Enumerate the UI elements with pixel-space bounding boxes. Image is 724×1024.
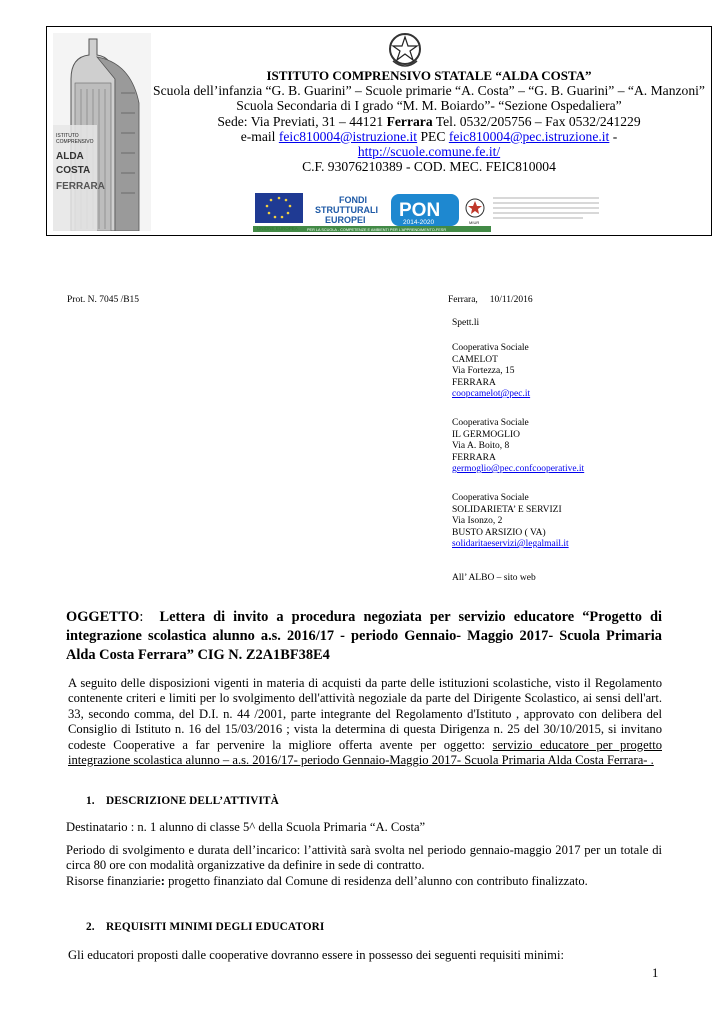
date: 10/11/2016 (489, 295, 533, 305)
recipient-city: BUSTO ARSIZIO ( VA) (452, 527, 546, 538)
protocol-number: Prot. N. 7045 /B15 (67, 295, 140, 305)
logo-text-5: FERRARA (56, 181, 105, 192)
city: Ferrara, (448, 295, 478, 305)
fondi-line-3: EUROPEI (325, 215, 366, 225)
logo-text-3: ALDA (56, 151, 84, 162)
recipient-type: Cooperativa Sociale (452, 418, 529, 429)
subject-text: Lettera di invito a procedura negoziata per servizio educatore “Progetto di integrazione scolastica alunno a.s. 2016/17 - periodo Gennaio- Maggio 2017- Scuola Primaria Alda Costa Ferrara” CIG N. Z2A1BF38E4 (66, 609, 662, 663)
school-types-line: Scuola dell’infanzia “G. B. Guarini” – Scuole primarie “A. Costa” – “G. B. Guarini” – “A. Manzoni” (153, 83, 705, 99)
school-building-logo (53, 33, 151, 231)
logo-text-1: ISTITUTO (56, 133, 79, 139)
risorse-text: progetto finanziato dal Comune di residenza dell’alunno con contributo finalizzato. (164, 874, 588, 888)
school-name: ISTITUTO COMPRENSIVO STATALE “ALDA COSTA” (266, 68, 592, 83)
albo-line: All’ ALBO – sito web (452, 572, 536, 583)
section-1-title (86, 795, 279, 807)
section-1-heading: DESCRIZIONE DELL’ATTIVITÀ (106, 795, 279, 807)
recipient-name: CAMELOT (452, 354, 498, 365)
recipient-name: IL GERMOGLIO (452, 429, 520, 440)
pon-years: 2014-2020 (403, 219, 435, 226)
place-date (448, 295, 533, 305)
pon-label: PON (399, 200, 441, 221)
intro-underlined: servizio educatore per progetto integrazione scolastica alunno – a.s. 2016/17- periodo Gennaio-Maggio 2017- Scuola Primaria Alda Costa Ferrara- . (68, 737, 662, 768)
secondary-school-line: Scuola Secondaria di I grado “M. M. Boiardo”- “Sezione Ospedaliera” (236, 98, 622, 114)
recipient-street: Via A. Boito, 8 (452, 441, 510, 452)
recipient-street: Via Isonzo, 2 (452, 516, 503, 527)
section-2-heading: REQUISITI MINIMI DEGLI EDUCATORI (106, 921, 325, 933)
recipient-email[interactable]: coopcamelot@pec.it (452, 389, 531, 400)
recipient-1 (452, 343, 702, 400)
pec-suffix: - (612, 128, 618, 144)
recipient-type: Cooperativa Sociale (452, 343, 529, 354)
school-info (151, 68, 707, 174)
miur-label: MIUR (469, 220, 480, 225)
section-2-title (86, 921, 324, 933)
logo-text-2: COMPRENSIVO (56, 139, 94, 145)
recipient-city: FERRARA (452, 452, 496, 463)
recipient-email[interactable]: germoglio@pec.confcooperative.it (452, 464, 585, 475)
logo-text-4: COSTA (56, 165, 91, 176)
intro-paragraph (68, 676, 662, 768)
fondi-line-2: STRUTTURALI (315, 205, 378, 215)
page-number: 1 (652, 966, 659, 980)
pon-strip: PER LA SCUOLA - COMPETENZE E AMBIENTI PER L'APPRENDIMENTO-FESR (307, 228, 447, 232)
recipient-street: Via Fortezza, 15 (452, 366, 515, 377)
phone-fax: Tel. 0532/205756 – Fax 0532/241229 (435, 113, 641, 129)
recipient-3 (452, 493, 702, 550)
pon-funding-banner (253, 192, 603, 232)
risorse-label: Risorse finanziarie (66, 874, 161, 888)
letterhead (46, 26, 712, 236)
website-link[interactable]: http://scuole.comune.fe.it/ (357, 144, 501, 160)
recipient-type: Cooperativa Sociale (452, 493, 529, 504)
section-1-number: 1. (86, 795, 95, 807)
destinatario: Destinatario : n. 1 alunno di classe 5^ della Scuola Primaria “A. Costa” (66, 820, 426, 834)
tax-code-line: C.F. 93076210389 - COD. MEC. FEIC810004 (302, 159, 556, 175)
subject-label: OGGETTO (66, 609, 140, 625)
pec-label: PEC (420, 128, 446, 144)
risorse: Risorse finanziarie: progetto finanziato dal Comune di residenza dell’alunno con contributo finalizzato. (66, 874, 588, 888)
fondi-line-1: FONDI (339, 195, 367, 205)
recipient-email[interactable]: solidaritaeservizi@legalmail.it (452, 539, 569, 550)
email-line (151, 129, 707, 144)
recipients (452, 318, 702, 584)
section-2-number: 2. (86, 921, 95, 933)
subject: OGGETTO: Lettera di invito a procedura negoziata per servizio educatore “Progetto di integrazione scolastica alunno a.s. 2016/17 - periodo Gennaio- Maggio 2017- Scuola Primaria Alda Costa Ferrara” CIG N. Z2A1BF38E4 (66, 609, 662, 663)
recipient-city: FERRARA (452, 377, 496, 388)
italian-republic-emblem-icon (387, 31, 423, 69)
recipient-2 (452, 418, 702, 475)
periodo: Periodo di svolgimento e durata dell’incarico: l’attività sarà svolta nel periodo gennaio-maggio 2017 per un totale di circa 80 ore con modalità organizzative da definire in sede di contratto. (66, 843, 662, 873)
email-label: e-mail (240, 128, 276, 144)
intro-text: A seguito delle disposizioni vigenti in materia di acquisti da parte delle istituzioni scolastiche, visto il Regolamento contenente criteri e limiti per lo svolgimento dell'attività negoziale da parte del Dirigente Scolastico, ai sensi dell'art. 33, secondo comma, del D.I. n. 44 /2001, parte integrante del Regolamento d'Istituto , approvato con delibera del Consiglio di Istituto n. 16 del 15/03/2016 ; vista la determina di questa Dirigenza n. 25 del 30/10/2015, si invitano codeste Cooperative a far pervenire la migliore offerta avente per oggetto: (68, 676, 662, 752)
recipient-name: SOLIDARIETA’ E SERVIZI (452, 504, 562, 515)
address-line (151, 114, 707, 129)
address: Sede: Via Previati, 31 – 44121 (217, 113, 384, 129)
address-city: Ferrara (386, 113, 433, 129)
salutation: Spett.li (452, 318, 480, 328)
requisiti-text: Gli educatori proposti dalle cooperative dovranno essere in possesso dei seguenti requisiti minimi: (68, 948, 564, 962)
email-link[interactable]: feic810004@istruzione.it (278, 128, 418, 144)
pec-link[interactable]: feic810004@pec.istruzione.it (448, 128, 610, 144)
